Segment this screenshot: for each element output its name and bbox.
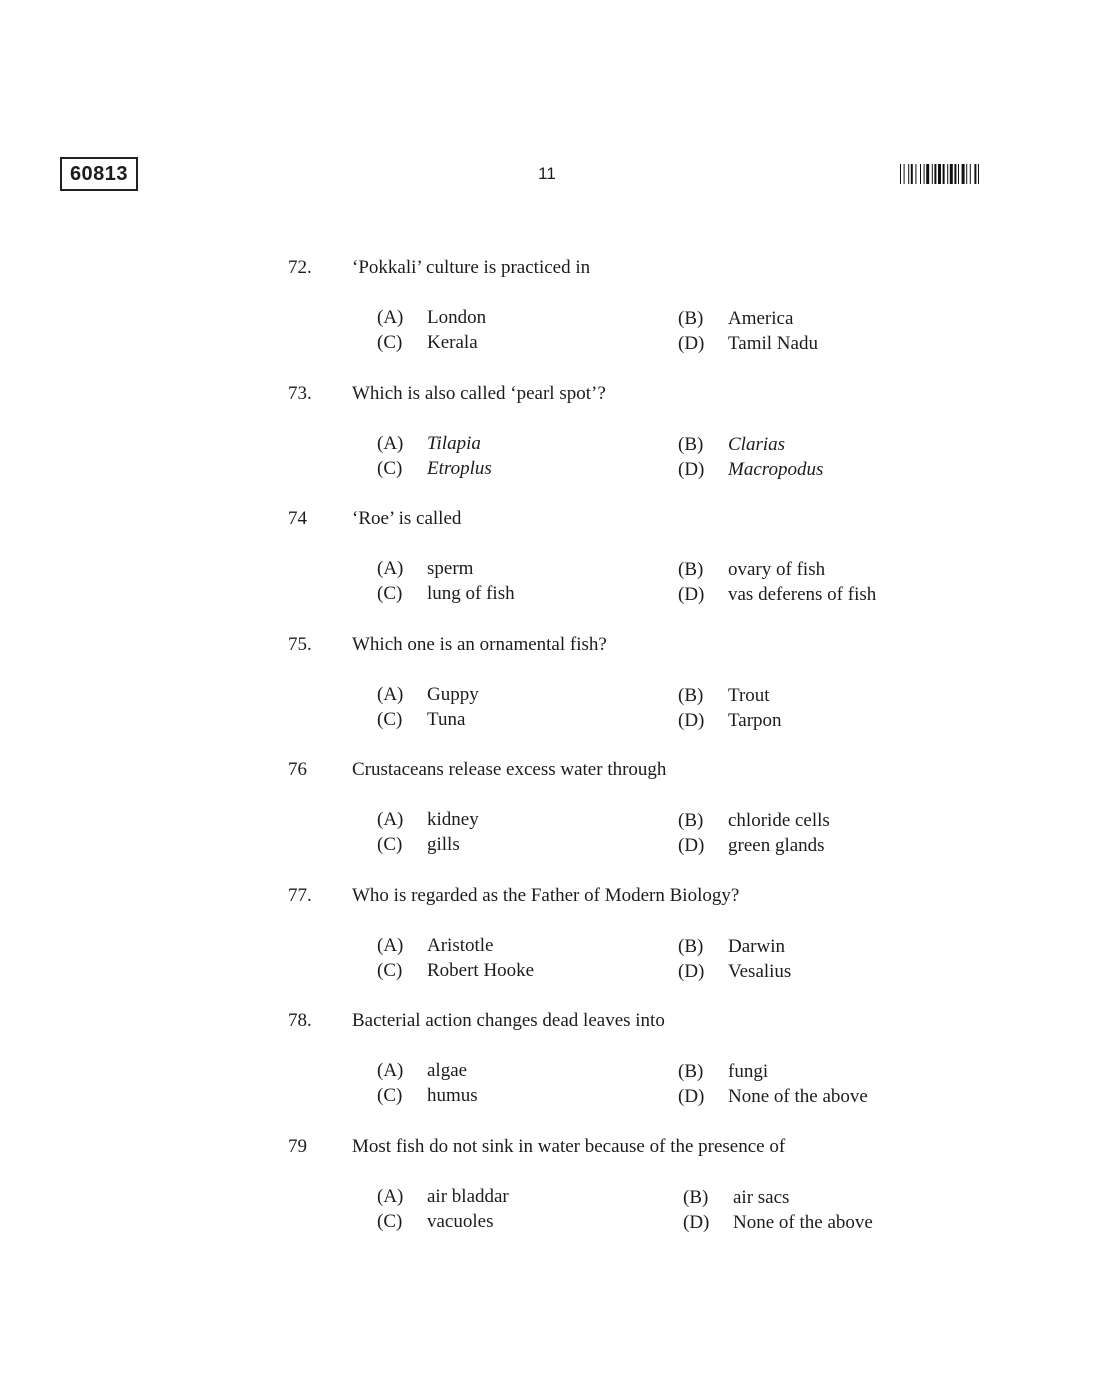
option-d: (D) Tamil Nadu (678, 333, 818, 354)
question-78 (0, 1010, 1119, 1136)
barcode-icon (900, 164, 1033, 184)
option-c: (C) Etroplus (377, 457, 492, 479)
question-number: 79 (288, 1135, 307, 1157)
question-list (0, 257, 1119, 1261)
option-a: (A) air bladdar (377, 1185, 509, 1207)
option-c: (C) Tuna (377, 708, 466, 730)
option-c: (C) gills (377, 834, 460, 855)
question-text: Most fish do not sink in water because of the presence of (352, 1135, 786, 1157)
option-a: (A) Aristotle (377, 934, 494, 956)
option-b: (B) America (678, 308, 794, 329)
question-77 (0, 885, 1119, 1011)
page-number: 11 (538, 164, 556, 183)
question-number: 77. (288, 884, 312, 906)
question-number: 74 (288, 508, 307, 529)
question-text: Bacterial action changes dead leaves into (352, 1010, 665, 1031)
option-d: (D) None of the above (683, 1211, 873, 1233)
option-d: (D) green glands (678, 835, 825, 856)
option-a: (A) Tilapia (377, 432, 481, 454)
question-number: 76 (288, 759, 307, 780)
option-a: (A) kidney (377, 809, 479, 830)
question-number: 72. (288, 257, 312, 278)
question-79 (0, 1136, 1119, 1262)
question-number: 73. (288, 382, 312, 404)
question-74 (0, 508, 1119, 634)
option-c: (C) vacuoles (377, 1210, 494, 1232)
option-c: (C) lung of fish (377, 583, 515, 604)
paper-code: 60813 (60, 157, 138, 191)
question-text: Crustaceans release excess water through (352, 759, 667, 780)
option-c: (C) Kerala (377, 332, 478, 353)
question-76 (0, 759, 1119, 885)
option-d: (D) Tarpon (678, 709, 782, 731)
question-72 (0, 257, 1119, 383)
option-a: (A) algae (377, 1060, 468, 1081)
option-b: (B) fungi (678, 1061, 769, 1082)
question-text: Which one is an ornamental fish? (352, 633, 607, 655)
option-d: (D) Vesalius (678, 960, 792, 982)
option-a: (A) sperm (377, 558, 474, 579)
option-b: (B) air sacs (683, 1186, 790, 1208)
question-number: 75. (288, 633, 312, 655)
option-b: (B) chloride cells (678, 810, 830, 831)
option-b: (B) Darwin (678, 935, 785, 957)
question-number: 78. (288, 1010, 312, 1031)
question-text: ‘Pokkali’ culture is practiced in (352, 257, 591, 278)
option-b: (B) ovary of fish (678, 559, 826, 580)
option-d: (D) Macropodus (678, 458, 824, 480)
option-d: (D) vas deferens of fish (678, 584, 877, 605)
option-a: (A) Guppy (377, 683, 479, 705)
question-text: ‘Roe’ is called (352, 508, 462, 529)
option-d: (D) None of the above (678, 1086, 868, 1107)
option-b: (B) Trout (678, 684, 770, 706)
option-a: (A) London (377, 307, 487, 328)
question-text: Which is also called ‘pearl spot’? (352, 382, 606, 404)
option-c: (C) Robert Hooke (377, 959, 535, 981)
question-75 (0, 634, 1119, 760)
question-73 (0, 383, 1119, 509)
option-b: (B) Clarias (678, 433, 786, 455)
question-text: Who is regarded as the Father of Modern Biology? (352, 884, 740, 906)
option-c: (C) humus (377, 1085, 478, 1106)
